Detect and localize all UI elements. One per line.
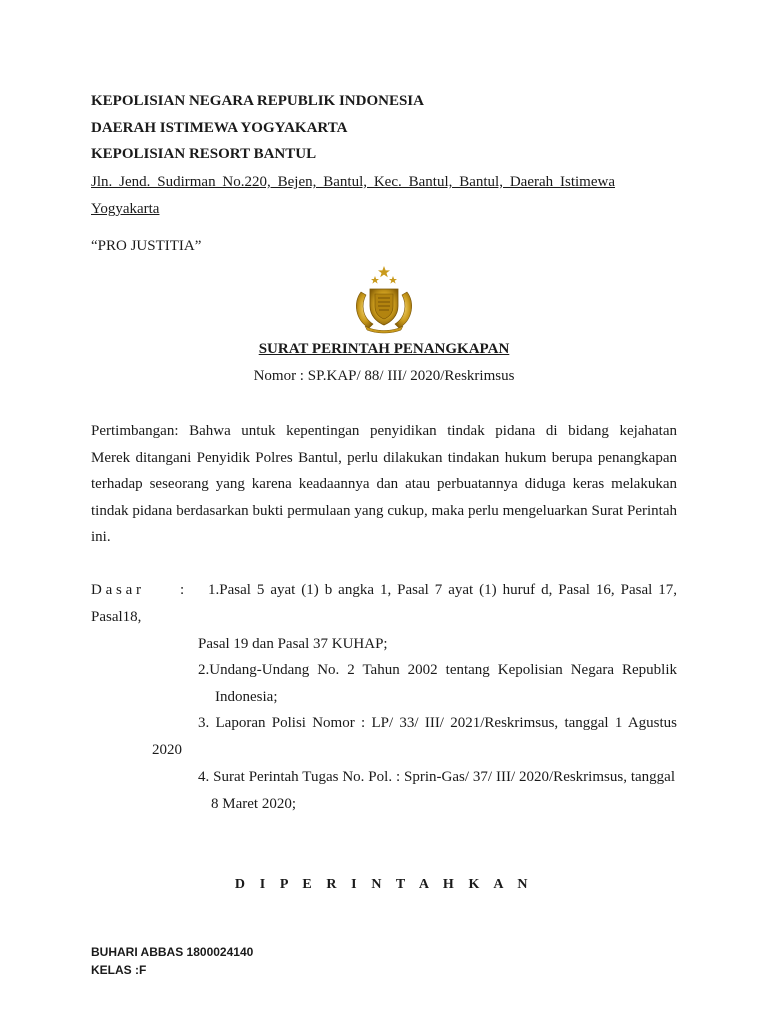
pertimbangan-line-3: terhadap seseorang yang karena keadaannya dan atau perbuatannya diduga keras melakukan — [91, 476, 677, 493]
dasar-colon: : — [180, 582, 185, 598]
dasar-item-1-line-1: 1.Pasal 5 ayat (1) b angka 1, Pasal 7 ayat (1) huruf d, Pasal 16, Pasal 17, — [208, 582, 677, 598]
address-line-1: Jln. Jend. Sudirman No.220, Bejen, Bantul, Kec. Bantul, Bantul, Daerah Istimewa — [91, 174, 615, 190]
dasar-item-3-line-1: 3. Laporan Polisi Nomor : LP/ 33/ III/ 2021/Reskrimsus, tanggal 1 Agustus — [198, 715, 677, 731]
header-line-1: KEPOLISIAN NEGARA REPUBLIK INDONESIA — [91, 93, 424, 109]
header-line-2: DAERAH ISTIMEWA YOGYAKARTA — [91, 120, 348, 136]
address-line-2: Yogyakarta — [91, 201, 160, 217]
header-line-3: KEPOLISIAN RESORT BANTUL — [91, 146, 317, 162]
pertimbangan-paragraph — [91, 418, 677, 551]
pertimbangan-line-2: Merek ditangani Penyidik Polres Bantul, perlu dilakukan tindakan hukum berupa penangkapan — [91, 449, 677, 466]
pro-justitia: “PRO JUSTITIA” — [91, 238, 202, 254]
footer-kelas: KELAS :F — [91, 963, 147, 977]
document-title: SURAT PERINTAH PENANGKAPAN — [258, 341, 510, 357]
dasar-item-1-line-2: Pasal18, — [91, 609, 142, 625]
dasar-item-3-line-2: 2020 — [152, 742, 182, 758]
pertimbangan-line-1: Pertimbangan: Bahwa untuk kepentingan penyidikan tindak pidana di bidang kejahatan — [91, 423, 677, 439]
dasar-item-4-line-2: 8 Maret 2020; — [211, 796, 296, 812]
dasar-label: D a s a r — [91, 582, 141, 598]
pertimbangan-line-5: ini. — [91, 529, 111, 546]
pertimbangan-line-4: tindak pidana berdasarkan bukti permulaan yang cukup, maka perlu mengeluarkan Surat Perintah — [91, 502, 677, 519]
footer-name: BUHARI ABBAS 1800024140 — [91, 945, 254, 959]
dasar-item-2-line-2: Indonesia; — [215, 689, 278, 705]
dasar-item-4-line-1: 4. Surat Perintah Tugas No. Pol. : Sprin-Gas/ 37/ III/ 2020/Reskrimsus, tanggal — [198, 769, 675, 785]
dasar-item-2-line-1: 2.Undang-Undang No. 2 Tahun 2002 tentang Kepolisian Negara Republik — [198, 662, 677, 678]
document-number: Nomor : SP.KAP/ 88/ III/ 2020/Reskrimsus — [253, 368, 515, 384]
dasar-item-1-line-3: Pasal 19 dan Pasal 37 KUHAP; — [198, 636, 388, 652]
polri-emblem-icon — [347, 262, 421, 334]
diperintahkan-heading: D I P E R I N T A H K A N — [234, 877, 534, 892]
